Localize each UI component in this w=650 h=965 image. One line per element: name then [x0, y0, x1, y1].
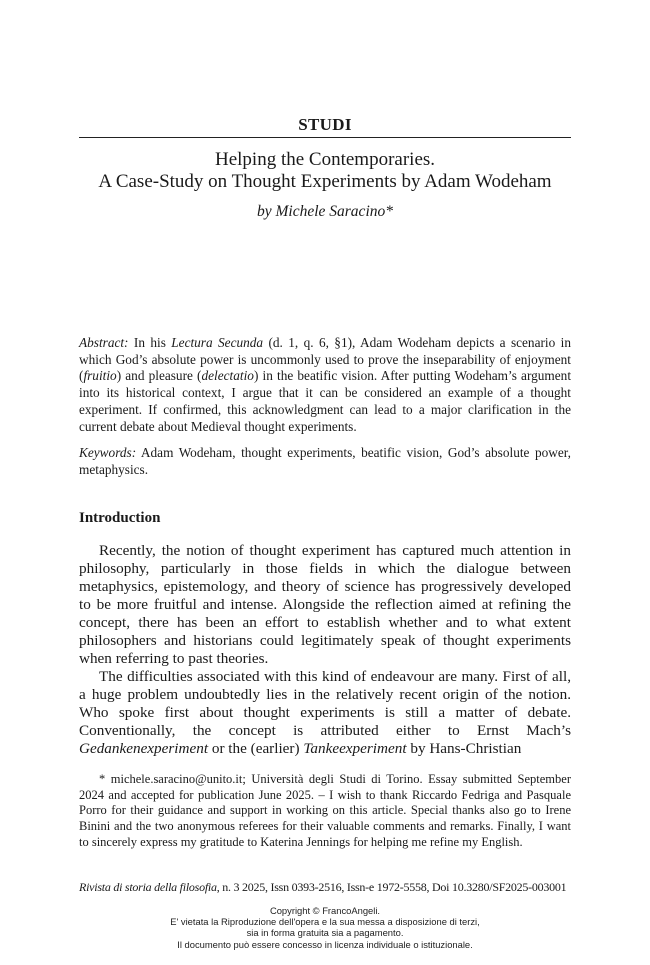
abstract-text: In his — [128, 335, 172, 350]
body-italic: Gedankenexperiment — [79, 740, 209, 757]
keywords-text: Adam Wodeham, thought experiments, beatific vision, God’s absolute power, metaphysics. — [79, 445, 571, 477]
abstract-italic: Lectura Secunda — [171, 335, 264, 350]
title-line-1: Helping the Contemporaries. — [214, 149, 436, 170]
journal-citation — [79, 880, 566, 895]
keywords — [79, 445, 571, 478]
body-text — [79, 542, 571, 758]
section-heading: STUDI — [298, 115, 352, 134]
introduction-heading: Introduction — [79, 510, 161, 526]
body-text-span: or the (earlier) — [208, 740, 304, 757]
heading-rule — [79, 137, 571, 138]
title-line-2: A Case-Study on Thought Experiments by Adam Wodeham — [98, 171, 552, 192]
footnote — [79, 772, 571, 851]
footnote-text: * michele.saracino@unito.it; Università degli Studi di Torino. Essay submitted September 2024 and accepted for publication June 2025. – I wish to thank Riccardo Fedriga and Pasquale Porro for their guidance and support in working on this article. Special thanks also go to Irene Binini and the two anonymous referees for their valuable comments and remarks. Finally, I want to sincerely express my gratitude to Katerina Jennings for helping me refine my English. — [79, 772, 571, 849]
body-paragraph-1: Recently, the notion of thought experiment has captured much attention in philosophy, particularly in those fields in which the dialogue between metaphysics, epistemology, and theory of science has progressively developed to be more fruitful and intense. Alongside the reflection aimed at refining the concept, there has been an effort to establish whether and to what extent philosophers and historians could legitimately speak of thought experiments when referring to past theories. — [79, 542, 571, 667]
author-byline: by Michele Saracino* — [256, 203, 393, 220]
body-italic: Tankeexperiment — [303, 740, 407, 757]
journal-name: Rivista di storia della filosofia — [79, 880, 217, 894]
body-text-span: by Hans-Christian — [406, 740, 522, 757]
copyright-line: Il documento può essere concesso in licenza individuale o istituzionale. — [177, 938, 473, 950]
body-text-span: The difficulties associated with this kind of endeavour are many. First of all, a huge problem undoubtedly lies in the relatively recent origin of the notion. Who spoke first about thought experiments is still a matter of debate. Conventionally, the concept is attributed either to Ernst Mach’s — [79, 668, 571, 739]
keywords-label: Keywords: — [79, 445, 137, 460]
abstract-text: ) and pleasure ( — [116, 368, 202, 384]
copyright-line: E' vietata la Riproduzione dell'opera e la sua messa a disposizione di terzi, — [170, 916, 480, 928]
copyright-line: Copyright © FrancoAngeli. — [269, 905, 381, 916]
journal-details: , n. 3 2025, Issn 0393-2516, Issn-e 1972-5558, Doi 10.3280/SF2025-003001 — [216, 880, 567, 894]
body-paragraph-2 — [79, 668, 571, 758]
abstract-text: (d. 1, q. 6, §1), Adam Wodeham depicts a scenario in which God’s absolute power is uncommonly used to prove the inseparability of enjoyment ( — [79, 335, 571, 384]
abstract-label: Abstract: — [79, 335, 129, 350]
copyright-notice — [0, 905, 650, 950]
abstract-italic: fruitio — [83, 368, 117, 384]
article-title — [60, 149, 590, 193]
abstract-text: ) in the beatific vision. After putting Wodeham’s argument into its historical context, I argue that it can be considered an example of a thought experiment. If confirmed, this acknowledgment can lead to a major clarification in the current debate about Medieval thought experiments. — [79, 368, 572, 434]
abstract — [79, 335, 571, 435]
copyright-line: sia in forma gratuita sia a pagamento. — [246, 927, 404, 939]
abstract-italic: delectatio — [201, 368, 254, 384]
